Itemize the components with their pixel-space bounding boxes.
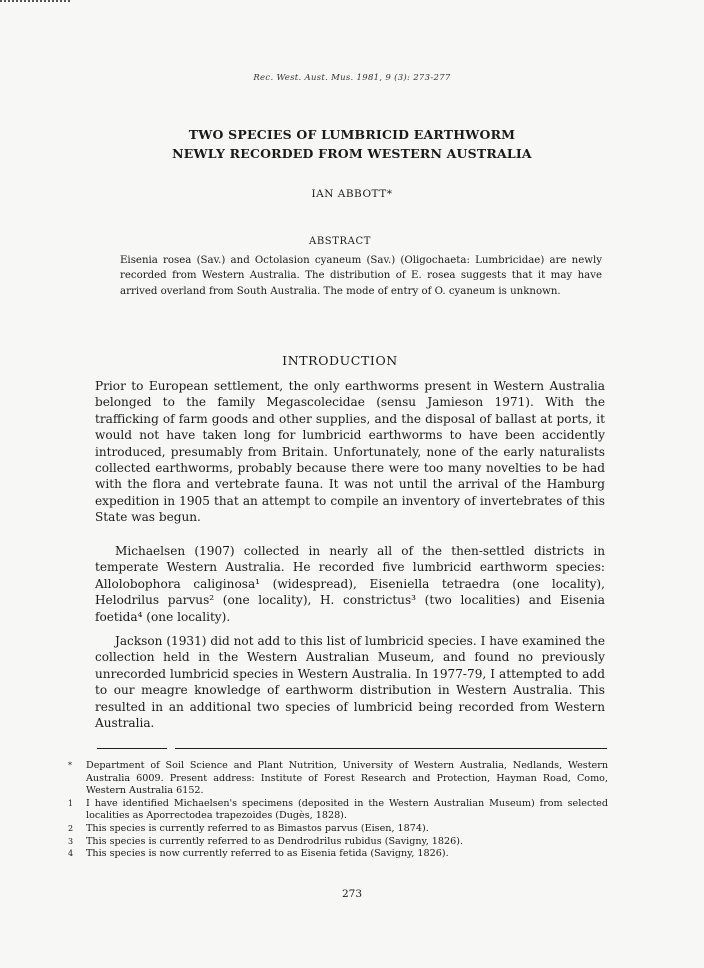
scan-edge-mark — [0, 0, 70, 7]
page-number: 273 — [341, 888, 363, 900]
article-title — [110, 125, 594, 163]
introduction-heading: INTRODUCTION — [282, 353, 398, 368]
footnote-mark: 1 — [68, 798, 74, 808]
footnote-text: I have identified Michaelsen's specimens (deposited in the Western Australian Museum) from selected localities as Aporrectodea trapezoides (Dugès, 1828). — [86, 797, 608, 822]
abstract-text: Eisenia rosea (Sav.) and Octolasion cyaneum (Sav.) (Oligochaeta: Lumbricidae) are newly recorded from Western Australia. The distribution of E. rosea suggests that it may have arrived overland from South Australia. The mode of entry of O. cyaneum is unknown. — [120, 255, 602, 297]
footnote-text: This species is currently referred to as Bimastos parvus (Eisen, 1874). — [86, 822, 429, 834]
intro-paragraph-2: Michaelsen (1907) collected in nearly all of the then-settled districts in temperate Western Australia. He recorded five lumbricid earthworm species: Allolobophora caliginosa¹ (widespread), Eiseniella tetraedra (one locality), Helodrilus parvus² (one locality), H. constrictus³ (two localities) and Eisenia foetida⁴ (one locality). — [95, 544, 605, 624]
footnote-mark: 4 — [68, 849, 74, 859]
footnote-mark: 2 — [68, 823, 74, 833]
footnote-mark: 3 — [68, 836, 74, 846]
footnote-affiliation — [68, 760, 608, 798]
footnote-text: This species is now currently referred to as Eisenia fetida (Savigny, 1826). — [86, 848, 449, 860]
footnote-3 — [68, 836, 608, 849]
intro-paragraph-1: Prior to European settlement, the only earthworms present in Western Australia belonged to the family Megascolecidae (sensu Jamieson 1971). With the trafficking of farm goods and other supplies, and the disposal of ballast at ports, it would not have taken long for lumbricid earthworms to have been accidently introduced, presumably from Britain. Unfortunately, none of the early naturalists collected earthworms, probably because there were too many novelties to be had with the flora and vertebrate fauna. It was not until the arrival of the Hamburg expedition in 1905 that an attempt to compile an inventory of invertebrates of this State was begun. — [95, 379, 605, 525]
title-line-1: TWO SPECIES OF LUMBRICID EARTHWORM — [188, 127, 516, 142]
footnote-2 — [68, 823, 608, 836]
footnote-text: Department of Soil Science and Plant Nutrition, University of Western Australia, Nedlands, Western Australia 6009. Present address: Institute of Forest Research and Protection, Hayman Road, Como, Western Australia 6152. — [86, 760, 608, 797]
footnote-1 — [68, 798, 608, 823]
footnote-mark: * — [68, 761, 72, 770]
footnote-4 — [68, 848, 608, 861]
abstract-heading: ABSTRACT — [309, 236, 371, 247]
title-line-2: NEWLY RECORDED FROM WESTERN AUSTRALIA — [172, 146, 532, 161]
journal-reference: Rec. West. Aust. Mus. 1981, 9 (3): 273-277 — [253, 73, 451, 83]
footnote-rule — [97, 748, 607, 749]
footnote-text: This species is currently referred to as Dendrodrilus rubidus (Savigny, 1826). — [86, 835, 464, 847]
author-name: IAN ABBOTT* — [311, 188, 393, 200]
intro-paragraph-3: Jackson (1931) did not add to this list of lumbricid species. I have examined the collection held in the Western Australian Museum, and found no previously unrecorded lumbricid species in Western Australia. In 1977-79, I attempted to add to our meagre knowledge of earthworm distribution in Western Australia. This resulted in an additional two species of lumbricid being recorded from Western Australia. — [95, 634, 605, 731]
footnotes — [68, 760, 608, 861]
